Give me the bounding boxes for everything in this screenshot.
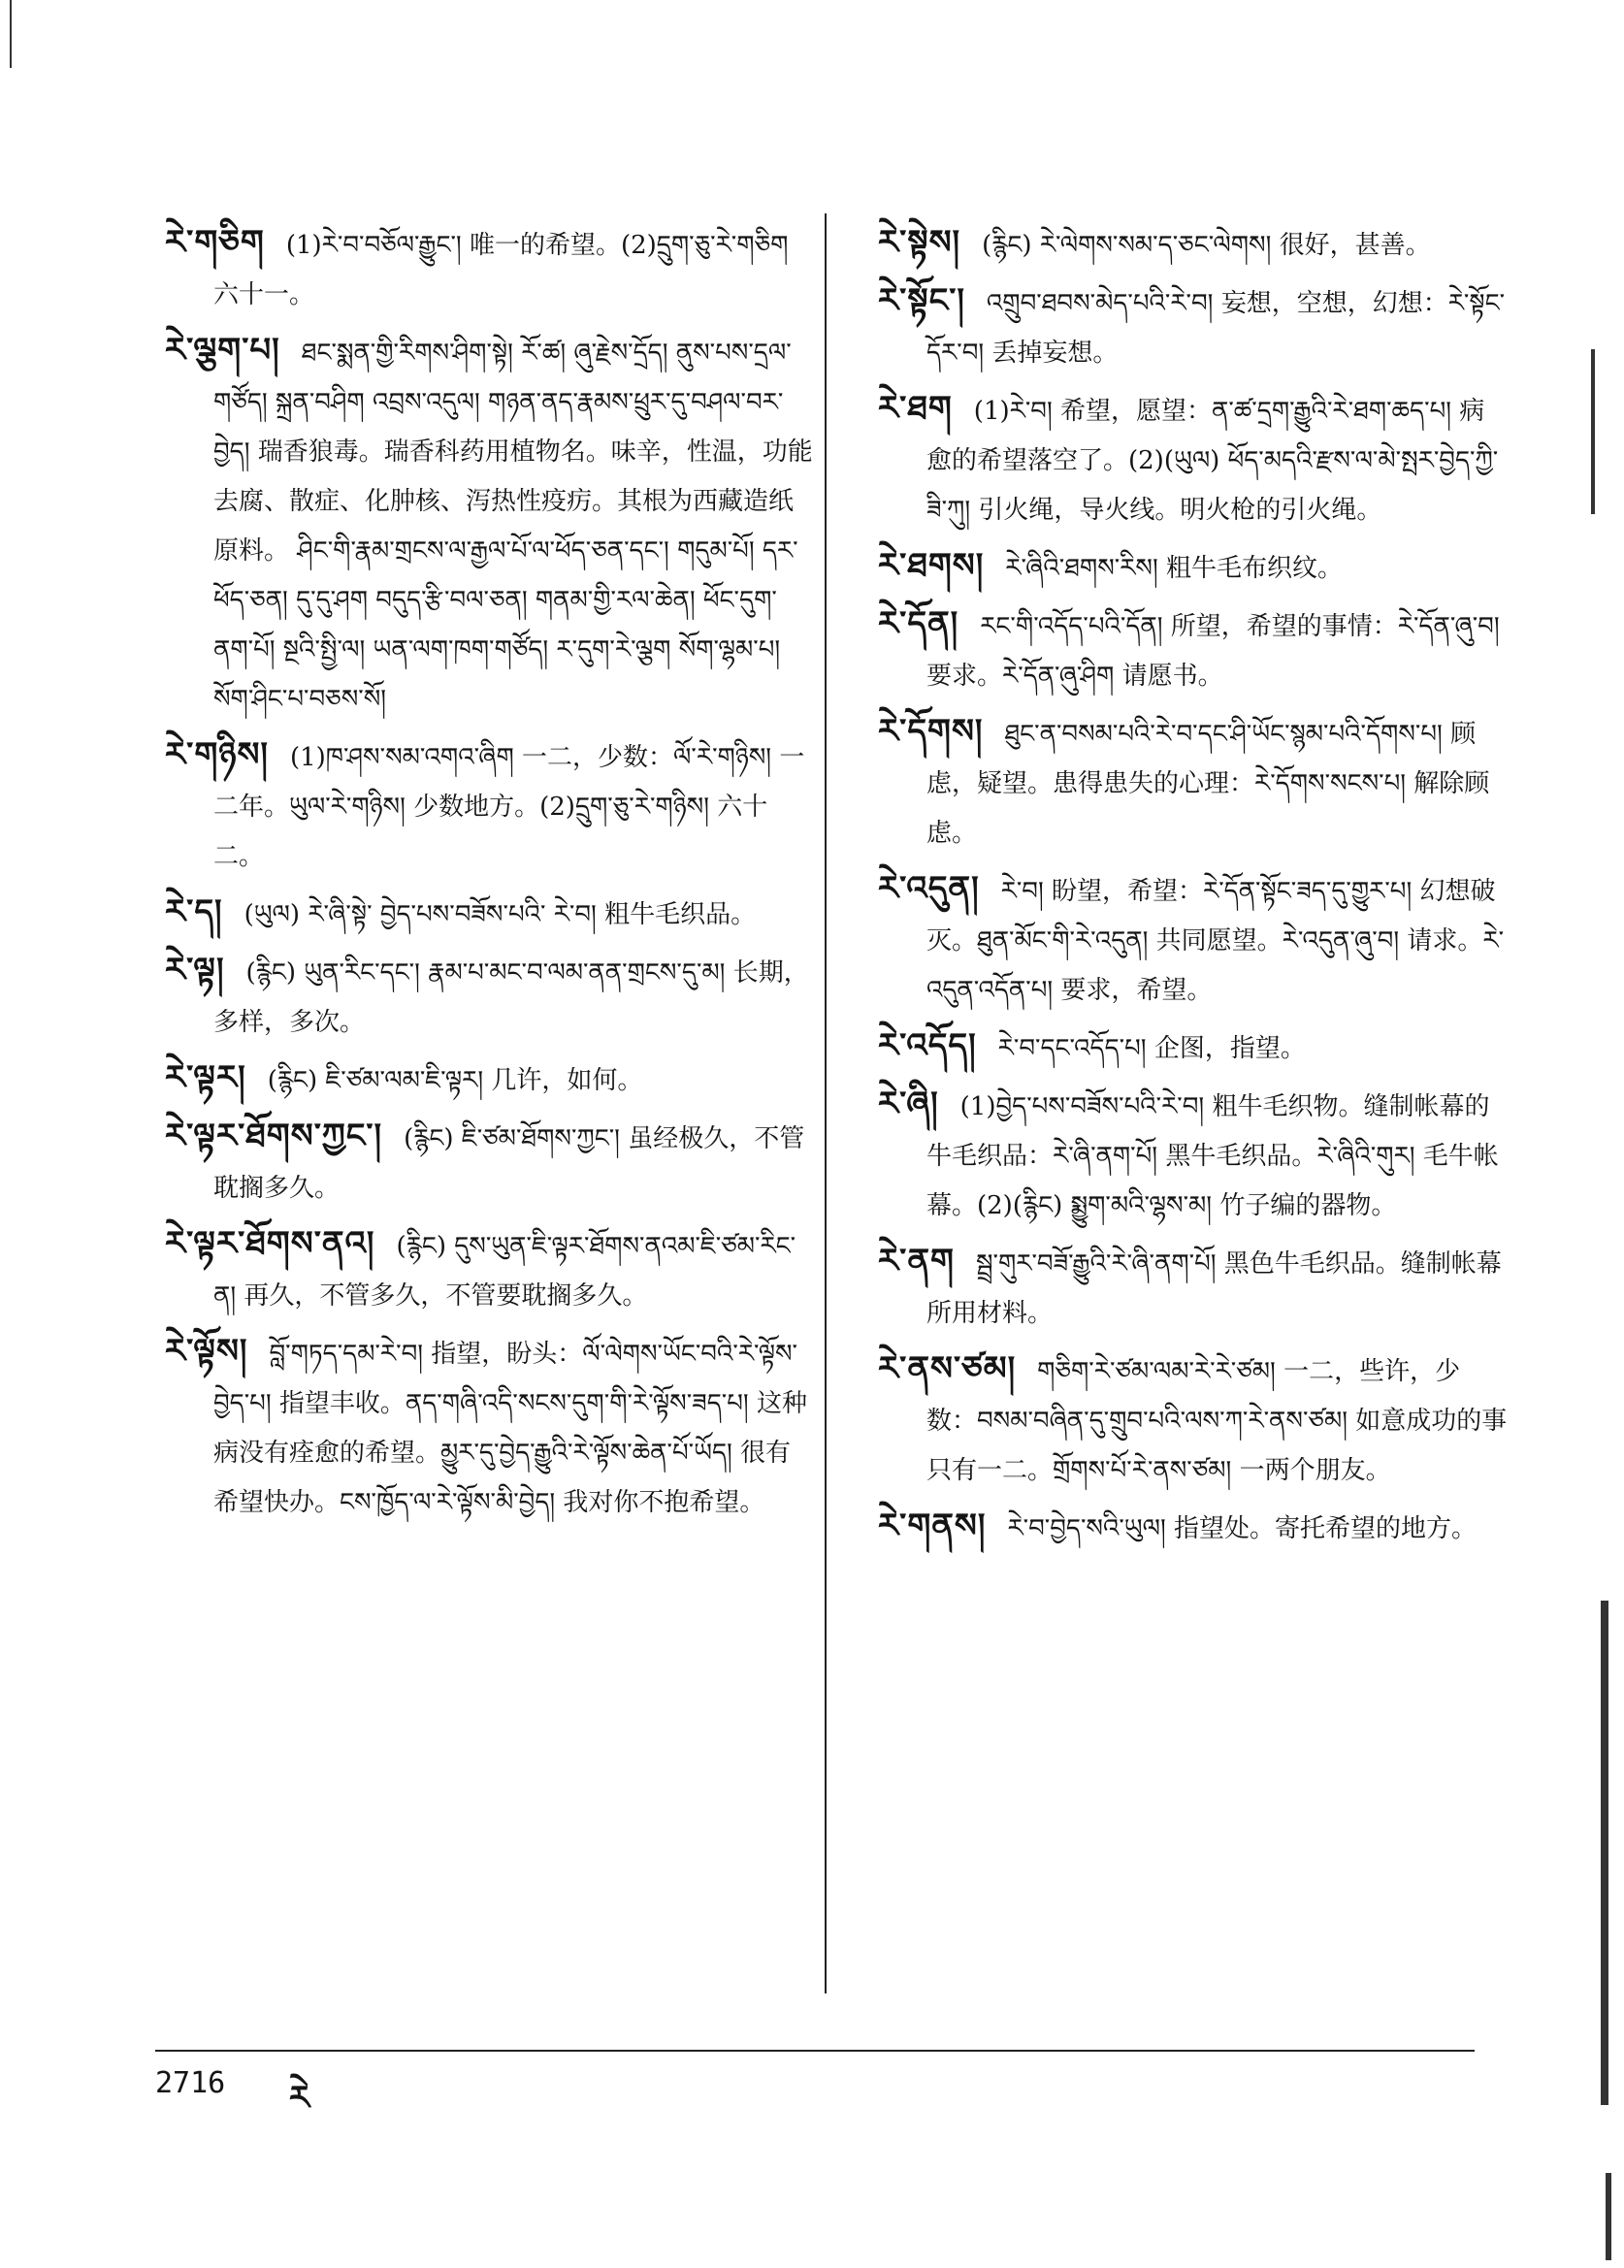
- dictionary-entry: [165, 946, 815, 1048]
- entry-definition: (1)རེ་བ་བཅོལ་རྒྱུང་། 唯一的希望。(2)དྲུག་ཅུ་རེ་གཅིག 六十一。: [213, 231, 789, 309]
- entry-definition: (1)རེ་བ། 希望，愿望：ན་ཚ་དྲག་རྒྱུའི་རེ་ཐག་ཆད་པ། 病愈的希望落空了。(2)(ཡུལ) ཕོད་མདའི་རྫས་ལ་མེ་སྤར་བྱེད་ཀྱི་ཟི་ཀུ། 引火绳，导火线。明火枪的引火绳。: [926, 397, 1499, 525]
- entry-definition: (1)བྱེད་པས་བཟོས་པའི་རེ་བ། 粗牛毛织物。缝制帐幕的牛毛织品：རེ་ཞི་ནག་པོ། 黑牛毛织品。རེ་ཞིའི་གུར། 毛牛帐幕。(2)(རྙིང) སྨྱུག་མའི་ལྷས་མ། 竹子编的器物。: [926, 1092, 1499, 1220]
- entry-headword: རེ་ནག: [878, 1242, 955, 1280]
- dictionary-entry: [165, 218, 815, 320]
- entry-headword: རེ་ནས་ཙམ།: [878, 1349, 1017, 1388]
- dictionary-entry: [878, 218, 1509, 271]
- dictionary-entry: [878, 1502, 1509, 1554]
- entry-headword: རེ་སྟོང་།: [878, 281, 965, 320]
- entry-headword: རེ་ལྟ།: [165, 951, 225, 989]
- entry-definition: (རྙིང) ཡུན་རིང་དང་། རྣམ་པ་མང་བ་ལམ་ནན་གྲངས་དུ་མ། 长期，多样，多次。: [213, 958, 809, 1037]
- dictionary-entry: [878, 1021, 1509, 1074]
- entry-definition: གཅིག་རེ་ཙམ་ལམ་རེ་རེ་ཙམ། 一二，些许，少数：བསམ་བཞིན་དུ་གྲུབ་པའི་ལས་ཀ་རེ་ནས་ཙམ། 如意成功的事只有一二。གྲོགས་པོ་རེ་ནས་ཙམ། 一两个朋友。: [926, 1357, 1508, 1485]
- entry-headword: རེ་ཐག: [878, 389, 953, 428]
- entry-definition: རེ་བ། 盼望，希望：རེ་དོན་སྟོང་ཟད་དུ་གྱུར་པ། 幻想破灭。ཐུན་མོང་གི་རེ་འདུན། 共同愿望。རེ་འདུན་ཞུ་བ། 请求。རེ་འདུན་འདོན་པ། 要求，希望。: [926, 877, 1505, 1005]
- entry-headword: རེ་ཞི།: [878, 1085, 939, 1123]
- entry-definition: རེ་བ་དང་འདོད་པ། 企图，指望。: [997, 1034, 1306, 1063]
- dictionary-entry: [165, 888, 815, 940]
- entry-definition: བློ་གཏད་དམ་རེ་བ། 指望，盼头：ལོ་ལེགས་ཡོང་བའི་རེ་ལྟོས་བྱེད་པ། 指望丰收。ནད་གཞི་འདི་སངས་དུག་གི་རེ་ལྟོས་ཟད་པ། 这种病没有痊愈的希望。མྱུར་དུ་བྱེད་རྒྱུའི་རེ་ལྟོས་ཆེན་པོ་ཡོད། 很有希望快办。ངས་ཁྱོད་ལ་རེ་ལྟོས་མི་བྱེད། 我对你不抱希望。: [213, 1340, 807, 1517]
- entry-headword: རེ་འདོད།: [878, 1026, 977, 1065]
- entry-definition: (རྙིང) ཇི་ཙམ་ཐོགས་ཀྱང་། 虽经极久，不管耽搁多久。: [213, 1124, 805, 1203]
- dictionary-entry: [878, 707, 1509, 859]
- dictionary-entry: [165, 1053, 815, 1106]
- entry-definition: (རྙིང) དུས་ཡུན་ཇི་ལྟར་ཐོགས་ནའམ་ཇི་ཙམ་རིང་ན། 再久，不管多久，不管要耽搁多久。: [213, 1232, 796, 1311]
- dictionary-entry: [878, 599, 1509, 701]
- entry-headword: རེ་གཅིག: [165, 223, 265, 262]
- dictionary-entry: [878, 384, 1509, 535]
- entry-headword: རེ་སྟེས།: [878, 223, 961, 262]
- entry-headword: རེ་ལྟར་ཐོགས་ནའ།: [165, 1224, 375, 1263]
- dictionary-entry: [165, 1219, 815, 1321]
- scan-edge-mark: [10, 0, 12, 68]
- dictionary-entry: [878, 1080, 1509, 1231]
- entry-headword: རེ་ཐགས།: [878, 546, 985, 585]
- entry-headword: རེ་གཉིས།: [165, 735, 269, 774]
- dictionary-entry: [165, 730, 815, 882]
- entry-definition: རེ་ཞིའི་ཐགས་རིས། 粗牛毛布织纹。: [1005, 554, 1344, 583]
- entry-headword: རེ་དོགས།: [878, 712, 984, 751]
- entry-definition: རེ་བ་བྱེད་སའི་ཡུལ། 指望处。寄托希望的地方。: [1007, 1514, 1478, 1543]
- entry-definition: ཐང་སྨན་གྱི་རིགས་ཤིག་སྟེ། རོ་ཚ། ཞུ་རྗེས་དྲོད། ནུས་པས་དྲལ་གཙོད། སྐྲན་བཤིག འབྲས་འདུལ། གཉན་ནད་རྣམས་ཕྲུར་དུ་བཤལ་བར་བྱེད། 瑞香狼毒。瑞香科药用植物名。味辛，性温，功能去腐、散症、化肿核、泻热性疫疠。其根为西藏造纸原料。 ཤིང་གི་རྣམ་གྲངས་ལ་རྒྱལ་པོ་ལ་ཕོད་ཅན་དང་། གདུམ་པོ། དར་ཕོད་ཅན། དུ་དུ་ཤག བདུད་རྩི་བལ་ཅན། གནམ་གྱི་རལ་ཆེན། ཕོང་དུག་ནག་པོ། སྔའི་སྤྱི་ལ། ཡན་ལག་ཁག་གཙོད། ར་དུག་རེ་ལྕག སོག་ལྷམ་པ། སོག་ཤིང་པ་བཅས་སོ།: [213, 339, 813, 714]
- entry-headword: རེ་ལྟར་ཐོགས་ཀྱང་།: [165, 1117, 383, 1155]
- left-column: [165, 218, 815, 1534]
- entry-definition: རང་གི་འདོད་པའི་དོན། 所望，希望的事情：རེ་དོན་ཞུ་བ། 要求。རེ་དོན་ཞུ་ཤིག 请愿书。: [926, 612, 1500, 691]
- dictionary-entry: [878, 541, 1509, 594]
- footer-rule: [155, 2050, 1475, 2052]
- entry-headword: རེ་ད།: [165, 892, 223, 931]
- scan-edge-mark: [1601, 1601, 1608, 2105]
- entry-definition: འགྲུབ་ཐབས་མེད་པའི་རེ་བ། 妄想，空想，幻想：རེ་སྟོང་དོར་བ། 丢掉妄想。: [926, 289, 1506, 368]
- dictionary-entry: [878, 1237, 1509, 1339]
- page-number: 2716: [155, 2066, 226, 2100]
- entry-definition: (1)ཁ་ཤས་སམ་འགའ་ཞིག 一二，少数：ལོ་རེ་གཉིས། 一二年。ཡུལ་རེ་གཉིས། 少数地方。(2)དྲུག་ཅུ་རེ་གཉིས། 六十二。: [213, 743, 805, 871]
- column-divider: [825, 213, 827, 1993]
- entry-definition: (རྙིང) ཇི་ཙམ་ལམ་ཇི་ལྟར། 几许，如何。: [267, 1066, 643, 1095]
- dictionary-entry: [165, 1327, 815, 1528]
- entry-headword: རེ་ལྕག་པ།: [165, 331, 280, 370]
- entry-definition: (ཡུལ) རེ་ཞི་སྟེ་ བྱེད་པས་བཟོས་པའི་ རེ་བ། 粗牛毛织品。: [244, 900, 757, 929]
- scan-edge-mark: [1606, 2173, 1611, 2260]
- dictionary-entry: [878, 276, 1509, 378]
- entry-definition: ཐུང་ན་བསམ་པའི་རེ་བ་དང་ཤི་ཡོང་སྙམ་པའི་དོགས་པ། 顾虑，疑望。患得患失的心理：རེ་དོགས་སངས་པ། 解除顾虑。: [926, 720, 1490, 848]
- scan-edge-mark: [1591, 349, 1595, 514]
- entry-definition: སྦྲ་གུར་བཟོ་རྒྱུའི་རེ་ཞི་ནག་པོ། 黑色牛毛织品。缝制帐幕所用材料。: [926, 1249, 1502, 1328]
- dictionary-entry: [878, 1345, 1509, 1496]
- dictionary-entry: [165, 326, 815, 725]
- dictionary-entry: [878, 864, 1509, 1016]
- entry-headword: རེ་འདུན།: [878, 869, 980, 908]
- entry-headword: རེ་ལྟོས།: [165, 1332, 248, 1371]
- entry-headword: རེ་གནས།: [878, 1507, 987, 1545]
- entry-definition: (རྙིང) རེ་ལེགས་སམ་ད་ཅང་ལེགས། 很好，甚善。: [982, 231, 1431, 260]
- entry-headword: རེ་དོན།: [878, 604, 959, 643]
- dictionary-entry: [165, 1112, 815, 1214]
- entry-headword: རེ་ལྟར།: [165, 1058, 246, 1097]
- section-letter: རེ: [289, 2079, 310, 2118]
- right-column: [878, 218, 1509, 1560]
